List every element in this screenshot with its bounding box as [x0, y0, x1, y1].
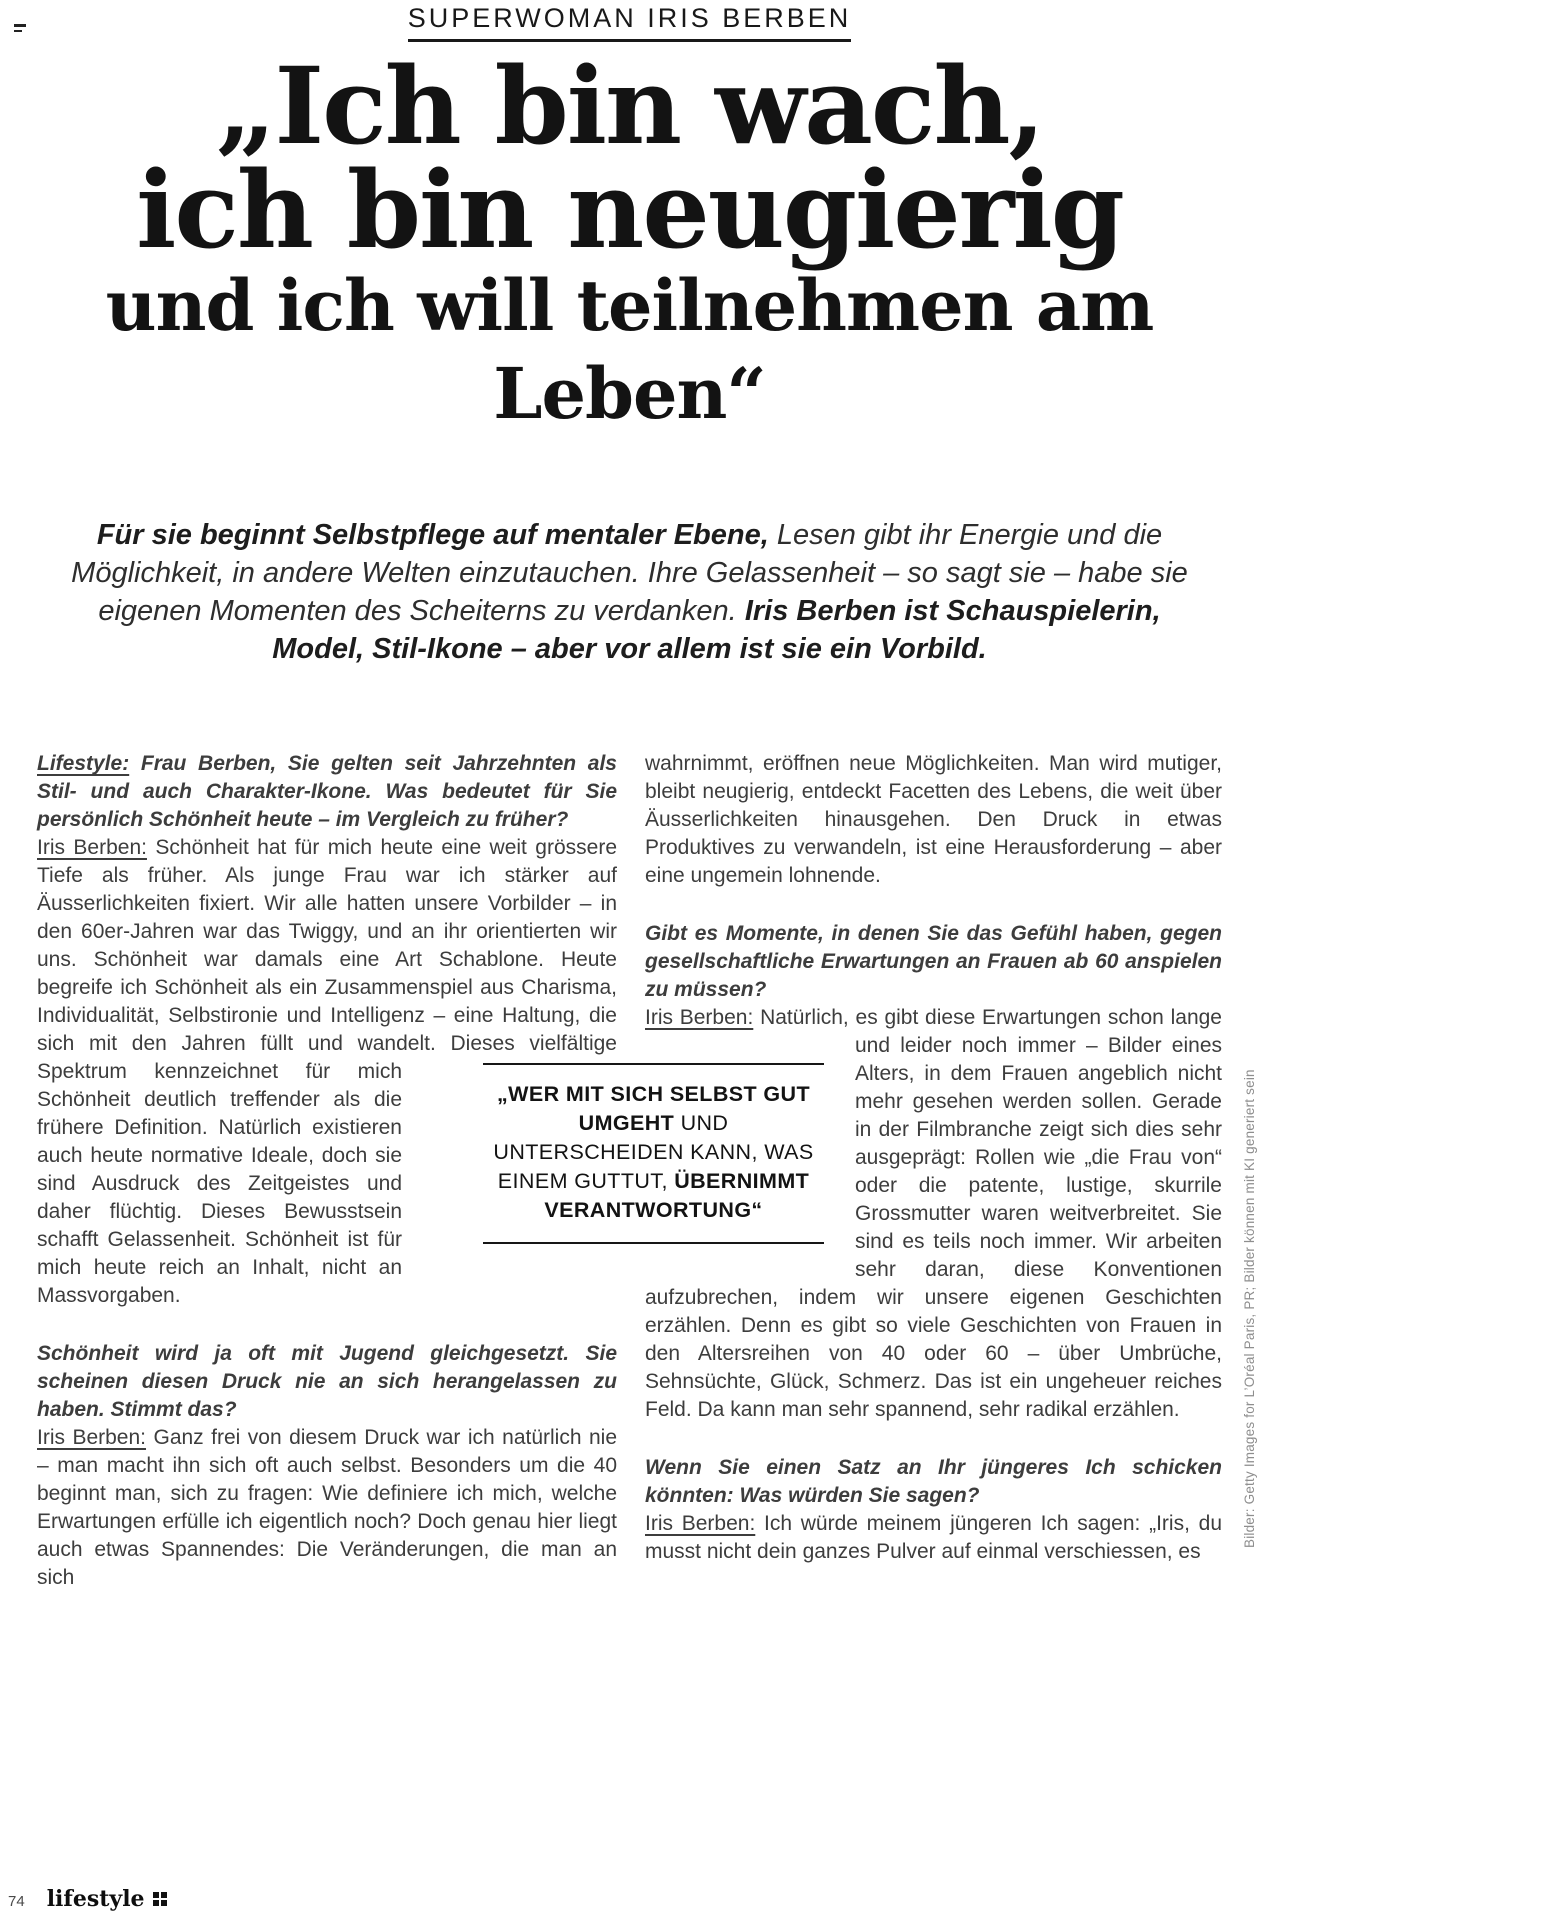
answer-text: Natürlich, es gibt diese Erwartungen schon lange: [760, 1006, 1222, 1029]
headline-line-1: „Ich bin wach,: [215, 43, 1044, 168]
interview-answer-2: [37, 1424, 617, 1592]
headline-line-2: ich bin neugierig: [136, 147, 1123, 272]
pullquote-bold-start: „WER MIT SICH SELBST GUT UMGEHT: [497, 1082, 810, 1135]
page-footer: [8, 1886, 167, 1912]
lead-bold-end: Iris Berben ist Schauspielerin, Model, Stil-Ikone – aber vor allem ist sie ein Vorbild.: [272, 595, 1161, 665]
speaker-prefix: Iris Berben:: [37, 836, 147, 859]
kicker-row: [37, 0, 1222, 42]
menu-icon: [14, 24, 26, 35]
page-number: 74: [8, 1893, 25, 1910]
answer-text: und leider noch immer – Bilder eines Alters, in dem Frauen angeblich nicht mehr gesehen werden sollen. Gerade in der Filmbranche zeigt sich dies sehr ausgeprägt: Rollen wie „die Frau von“ oder die patente, lustige, skurrile Grossmutter waren weitverbreitet. Sie sind es teils noch immer. Wir arbeiten sehr daran, diese Konventionen aufzubrechen, indem wir unsere eigenen Geschichten erzählen. Denn es gibt so viele Geschichten von Frauen in den Altersreihen von 40 oder 60 – über Umbrüche, Sehnsüchte, Glück, Schmerz. Das ist ein ungeheuer reiches Feld. Da kann man sehr spannend, sehr radikal erzählen.: [645, 1034, 1222, 1421]
question-text: Frau Berben, Sie gelten seit Jahrzehnten als Stil- und auch Charakter-Ikone. Was bedeutet für Sie persönlich Schönheit heute – im Vergleich zu früher?: [37, 752, 617, 831]
answer-text: wahrnimmt, eröffnen neue Möglichkeiten. Man wird mutiger, bleibt neugierig, entdeckt Facetten des Lebens, die weit über Äusserlichkeiten hinausgehen. Den Druck in etwas Produktives zu verwandeln, ist eine Herausforderung – aber eine ungemein lohnende.: [645, 752, 1222, 887]
question-text: Gibt es Momente, in denen Sie das Gefühl haben, gegen gesellschaftliche Erwartungen an Frauen ab 60 anspielen zu müssen?: [645, 922, 1222, 1001]
answer-text: vielfältige Spektrum kennzeichnet für mich Schönheit deutlich treffender als die frühere Definition. Natürlich existieren auch heute normative Ideale, doch sie sind Ausdruck des Zeitgeistes und daher flüchtig. Dieses Bewusstsein schafft Gelassenheit. Schönheit ist für mich heute reich an Inhalt, nicht an Massvorgaben.: [37, 1032, 617, 1307]
interview-answer-2-continuation: [645, 750, 1222, 890]
kicker: SUPERWOMAN IRIS BERBEN: [408, 3, 852, 42]
speaker-prefix: Iris Berben:: [37, 1426, 147, 1449]
answer-text: Ganz frei von diesem Druck war ich natürlich nie – man macht ihn sich oft auch selbst. Besonders um die 40 beginnt man, sich zu fragen: Wie definiere ich mich, welche Erwartungen erfülle ich eigentlich noch? Doch genau hier liegt auch etwas Spannendes: Die Veränderungen, die man an sich: [37, 1426, 617, 1589]
answer-text: Ich würde meinem jüngeren Ich sagen: „Iris, du musst nicht dein ganzes Pulver auf einmal verschiessen, es: [645, 1512, 1222, 1563]
lead-paragraph: [50, 516, 1210, 668]
answer-text: Schönheit hat für mich heute eine weit grössere Tiefe als früher. Als junge Frau war ich stärker auf Äusserlichkeiten fixiert. Wir alle hatten unsere Vorbilder – in den 60er-Jahren war das Twiggy, und an ihr orientierten wir uns. Schönheit war damals eine Art Schablone. Heute begreife ich Schönheit als ein Zusammenspiel aus Charisma, Individualität, Selbstironie und Intelligenz – eine Haltung, die sich mit den Jahren füllt und wandelt. Dieses: [37, 836, 617, 1055]
headline-line-3: und ich will teilnehmen am Leben“: [105, 264, 1154, 435]
speaker-prefix: Iris Berben:: [645, 1512, 756, 1535]
headline: [37, 43, 1222, 438]
lead-bold-start: Für sie beginnt Selbstpflege auf mentaler Ebene,: [96, 519, 769, 551]
lifestyle-logo: lifestyle: [46, 1886, 145, 1912]
question-text: Schönheit wird ja oft mit Jugend gleichgesetzt. Sie scheinen diesen Druck nie an sich herangelassen zu haben. Stimmt das?: [37, 1342, 617, 1421]
pull-quote: [483, 1063, 824, 1244]
article-body: [37, 750, 1222, 1610]
interview-question-4: [645, 1454, 1222, 1510]
interview-question-1: [37, 750, 617, 834]
interview-answer-4: [645, 1510, 1222, 1566]
pullquote-regular: UND UNTERSCHEIDEN KANN, WAS EINEM GUTTUT,: [493, 1111, 814, 1193]
speaker-prefix: Iris Berben:: [645, 1006, 754, 1029]
page-content: [37, 0, 1222, 1610]
pullquote-bold-end: ÜBERNIMMT VERANTWORTUNG“: [544, 1169, 810, 1222]
photo-credit: Bilder: Getty Images for L’Oréal Paris, PR; Bilder können mit KI generiert sein: [1242, 1069, 1257, 1548]
interview-question-3: [645, 920, 1222, 1004]
magazine-prefix: Lifestyle:: [37, 752, 130, 775]
lead-middle: Lesen gibt ihr Energie und die Möglichkeit, in andere Welten einzutauchen. Ihre Gelassenheit – so sagt sie – habe sie eigenen Momenten des Scheiterns zu verdanken.: [71, 519, 1188, 627]
interview-question-2: [37, 1340, 617, 1424]
grid-icon: [153, 1892, 167, 1906]
question-text: Wenn Sie einen Satz an Ihr jüngeres Ich schicken könnten: Was würden Sie sagen?: [645, 1456, 1222, 1507]
